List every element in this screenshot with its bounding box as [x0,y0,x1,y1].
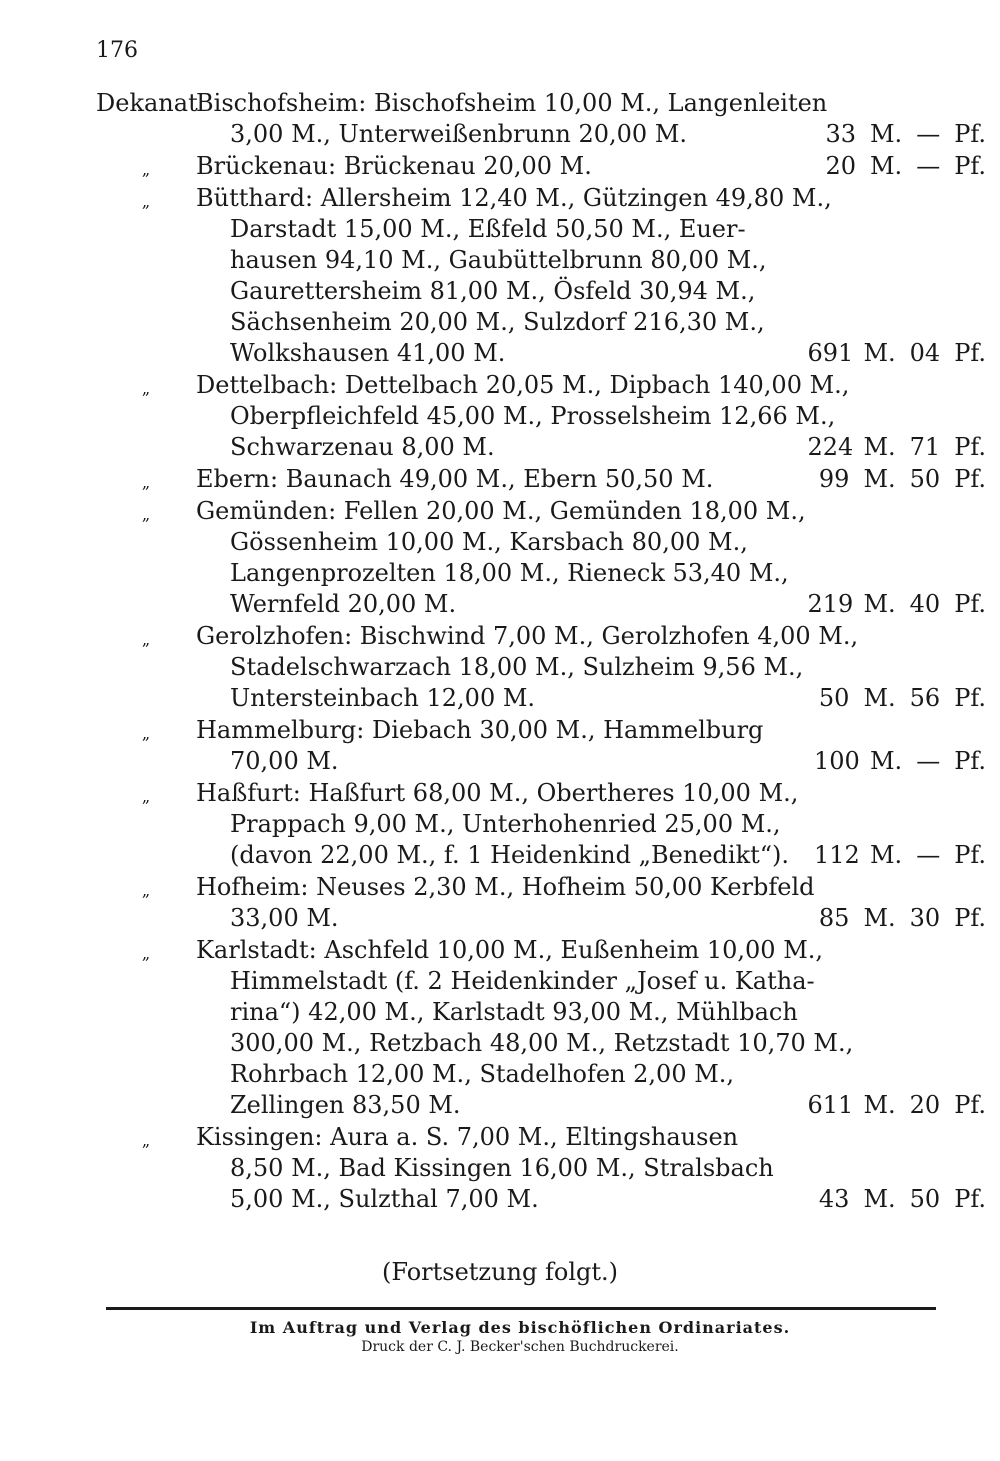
entry-text [196,778,841,871]
imprint-publisher: Im Auftrag und Verlag des bischöflichen Ordinariates. [249,1318,791,1337]
entry-line: 70,00 M. [230,747,339,775]
entry-label: „ [141,630,151,649]
imprint-printer: Druck der C. J. Becker'schen Buchdruckerei. [361,1339,679,1355]
entry-text [196,715,841,777]
footer-rule [106,1307,936,1310]
unit-pfennig: Pf. [954,433,986,461]
entry-line: Schwarzenau 8,00 M. [230,433,495,461]
deanery-entry [96,151,986,182]
unit-marks: M. [863,339,896,367]
unit-marks: M. [869,841,903,869]
entry-total [825,119,986,150]
total-pfennig: — [916,120,941,148]
entry-text [196,496,841,620]
unit-marks: M. [863,904,896,932]
entry-label: „ [141,944,151,963]
total-marks: 100 [813,747,860,775]
entry-line: Darstadt 15,00 M., Eßfeld 50,50 M., Euer- [230,215,746,243]
entry-line: Wolkshausen 41,00 M. [230,339,506,367]
entry-line: Oberpfleichfeld 45,00 M., Prosselsheim 12,66 M., [230,402,836,430]
entry-total [818,903,986,934]
page-number: 176 [96,38,138,63]
entry-line: Wernfeld 20,00 M. [230,590,457,618]
entry-line: Dettelbach: Dettelbach 20,05 M., Dipbach 140,00 M., [196,371,850,399]
total-marks: 219 [807,590,854,618]
unit-pfennig: Pf. [954,841,986,869]
entry-line: hausen 94,10 M., Gaubüttelbrunn 80,00 M., [230,246,767,274]
total-pfennig: 30 [909,904,941,932]
entry-line: Brückenau: Brückenau 20,00 M. [196,152,592,180]
entry-label: „ [141,881,151,900]
total-marks: 224 [807,433,854,461]
unit-pfennig: Pf. [954,684,986,712]
entry-total [807,338,986,369]
entry-total [825,151,986,182]
entry-line: Ebern: Baunach 49,00 M., Ebern 50,50 M. [196,465,714,493]
entry-line: Gemünden: Fellen 20,00 M., Gemünden 18,00 M., [196,497,806,525]
entry-line: Bischofsheim: Bischofsheim 10,00 M., Langenleiten [196,89,828,117]
entry-label: „ [141,379,151,398]
entry-label: „ [141,160,151,179]
total-marks: 20 [825,152,856,180]
entry-label: „ [141,505,151,524]
entry-line: (davon 22,00 M., f. 1 Heidenkind „Benedikt“). [230,841,790,869]
entry-line: rina“) 42,00 M., Karlstadt 93,00 M., Mühlbach [230,998,798,1026]
entry-text [196,621,859,714]
entry-text [196,151,841,182]
unit-pfennig: Pf. [954,339,986,367]
entry-text [196,872,841,934]
unit-marks: M. [869,120,903,148]
unit-pfennig: Pf. [954,120,986,148]
unit-marks: M. [863,590,896,618]
total-pfennig: — [916,152,941,180]
entry-line: 33,00 M. [230,904,339,932]
total-pfennig: 20 [909,1091,941,1119]
total-pfennig: — [916,747,941,775]
entry-text [196,183,841,369]
entry-line: Langenprozelten 18,00 M., Rieneck 53,40 M., [230,559,789,587]
total-marks: 43 [818,1185,850,1213]
entry-line: Gerolzhofen: Bischwind 7,00 M., Gerolzhofen 4,00 M., [196,622,859,650]
entry-line: Untersteinbach 12,00 M. [230,684,536,712]
entry-total [813,840,986,871]
entry-label: „ [141,473,151,492]
unit-pfennig: Pf. [954,152,986,180]
entry-line: 8,50 M., Bad Kissingen 16,00 M., Stralsbach [230,1154,774,1182]
entry-total [807,589,986,620]
entry-text [196,464,841,495]
total-marks: 99 [818,465,850,493]
total-pfennig: 71 [909,433,941,461]
unit-pfennig: Pf. [954,747,986,775]
total-marks: 611 [807,1091,854,1119]
entry-line: Gössenheim 10,00 M., Karsbach 80,00 M., [230,528,748,556]
unit-pfennig: Pf. [954,1185,986,1213]
unit-marks: M. [869,152,903,180]
entry-total [807,432,986,463]
total-pfennig: 04 [909,339,941,367]
entry-total [818,464,986,495]
entry-line: Karlstadt: Aschfeld 10,00 M., Eußenheim 10,00 M., [196,936,824,964]
unit-marks: M. [863,1091,896,1119]
entry-line: Zellingen 83,50 M. [230,1091,461,1119]
entry-total [818,683,986,714]
deanery-entry [96,370,986,463]
deanery-entry [96,935,986,1121]
entry-line: Kissingen: Aura a. S. 7,00 M., Eltingshausen [196,1123,739,1151]
unit-marks: M. [863,1185,896,1213]
unit-marks: M. [863,465,896,493]
deanery-entry [96,183,986,369]
total-marks: 33 [825,120,856,148]
total-marks: 50 [818,684,850,712]
total-pfennig: 50 [909,1185,941,1213]
entry-line: 5,00 M., Sulzthal 7,00 M. [230,1185,539,1213]
deanery-entry [96,88,986,150]
deanery-entry [96,496,986,620]
entry-line: 300,00 M., Retzbach 48,00 M., Retzstadt 10,70 M., [230,1029,854,1057]
entry-line: Hofheim: Neuses 2,30 M., Hofheim 50,00 Kerbfeld [196,873,815,901]
entry-text [196,935,854,1121]
unit-pfennig: Pf. [954,465,986,493]
total-pfennig: 50 [909,465,941,493]
entry-text [196,1122,841,1215]
entry-line: 3,00 M., Unterweißenbrunn 20,00 M. [230,120,688,148]
entry-label: „ [141,787,151,806]
entry-label: „ [141,724,151,743]
total-pfennig: 40 [909,590,941,618]
entry-line: Hammelburg: Diebach 30,00 M., Hammelburg [196,716,764,744]
continuation-note: (Fortsetzung folgt.) [382,1258,618,1286]
collection-list [96,88,986,1216]
entry-line: Prappach 9,00 M., Unterhohenried 25,00 M., [230,810,781,838]
deanery-entry [96,715,986,777]
entry-text [196,370,850,463]
deanery-entry [96,778,986,871]
unit-marks: M. [863,684,896,712]
entry-line: Bütthard: Allersheim 12,40 M., Gützingen 49,80 M., [196,184,832,212]
deanery-entry [96,464,986,495]
entry-total [807,1090,986,1121]
entry-text [196,88,841,150]
unit-pfennig: Pf. [954,590,986,618]
total-pfennig: 56 [909,684,941,712]
entry-line: Gaurettersheim 81,00 M., Ösfeld 30,94 M., [230,277,756,305]
entry-line: Haßfurt: Haßfurt 68,00 M., Obertheres 10,00 M., [196,779,799,807]
entry-total [818,1184,986,1215]
entry-line: Himmelstadt (f. 2 Heidenkinder „Josef u. Katha- [230,967,815,995]
entry-label: Dekanat [96,89,198,117]
entry-line: Rohrbach 12,00 M., Stadelhofen 2,00 M., [230,1060,735,1088]
total-marks: 691 [807,339,854,367]
total-marks: 85 [818,904,850,932]
entry-line: Sächsenheim 20,00 M., Sulzdorf 216,30 M., [230,308,765,336]
entry-line: Stadelschwarzach 18,00 M., Sulzheim 9,56 M., [230,653,804,681]
entry-label: „ [141,192,151,211]
deanery-entry [96,621,986,714]
entry-total [813,746,986,777]
total-pfennig: — [916,841,941,869]
total-marks: 112 [813,841,860,869]
deanery-entry [96,1122,986,1215]
unit-marks: M. [863,433,896,461]
unit-marks: M. [869,747,903,775]
entry-label: „ [141,1131,151,1150]
deanery-entry [96,872,986,934]
unit-pfennig: Pf. [954,1091,986,1119]
unit-pfennig: Pf. [954,904,986,932]
